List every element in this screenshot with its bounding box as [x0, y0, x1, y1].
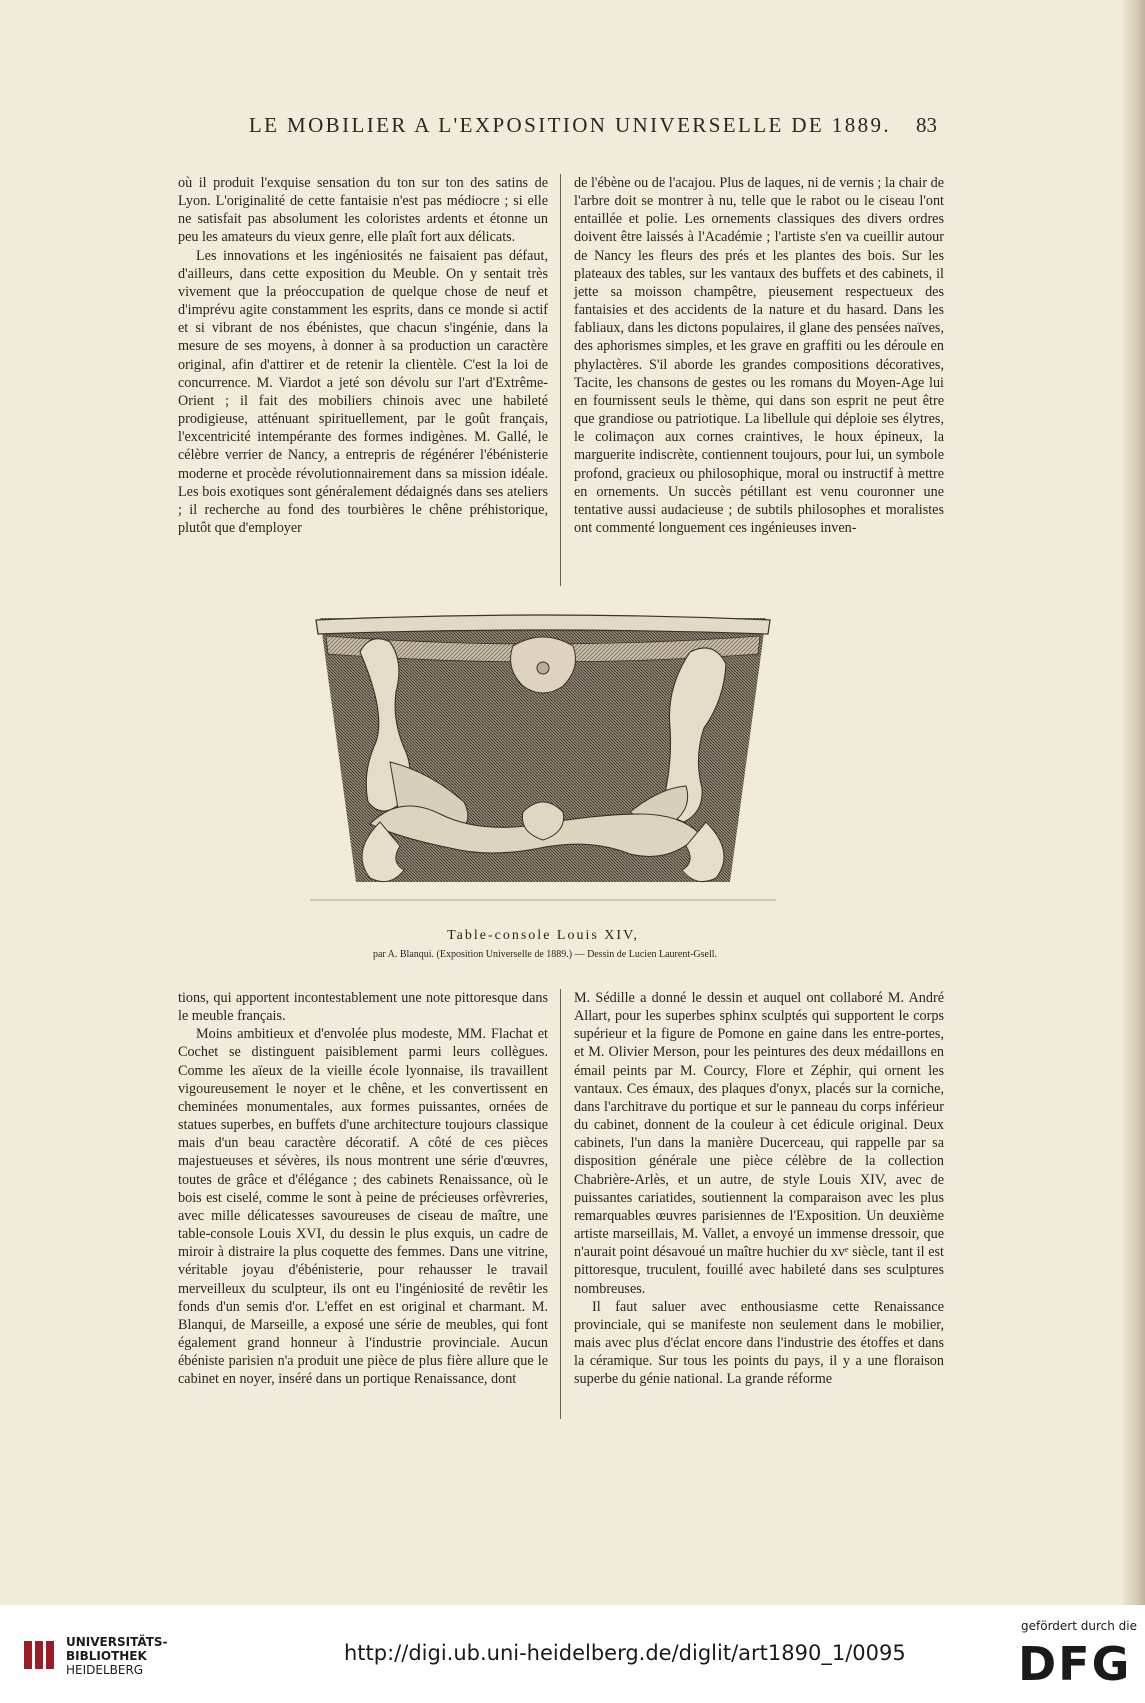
paragraph: M. Sédille a donné le dessin et auquel ont collaboré M. André Allart, pour les superbes sphinx sculptés qui supportent le corps supérieur et la figure de Pomone en gaine dans les entre-portes, et M. Olivier Merson, pour les peintures des deux médaillons en émail peints par M. Courcy, Flore et Zéphir, qui ornent les vantaux. Ces émaux, des plaques d'onyx, placés sur la corniche, dans l'architrave du portique et sur le panneau du corps inférieur du cabinet, donnent de la couleur à cet édicule original. Deux cabinets, l'un dans la manière Ducerceau, qui rappelle par sa disposition générale une pièce célèbre de la collection Chabrière-Arlès, et un autre, de style Louis XIV, avec de puissantes cariatides, soutiennent la comparaison avec les plus remarquables œuvres parisiennes de l'Exposition. Un deuxième artiste marseillais, M. Vallet, a envoyé un immense dressoir, que n'aurait point désavoué un maître huchier du xvᵉ siècle, tant il est pittoresque, truculent, fouillé avec habileté dans ses sculptures nombreuses. — [574, 990, 944, 1297]
viewer-footer — [0, 1605, 1145, 1703]
column-rule — [560, 989, 561, 1419]
library-name: UNIVERSITÄTS- BIBLIOTHEK HEIDELBERG — [66, 1635, 168, 1677]
paragraph: où il produit l'exquise sensation du ton sur ton des satins de Lyon. L'originalité de cette fantaisie n'est pas médiocre ; si elle ne satisfait pas absolument les coloristes ardents et étonne un peu les amateurs du vieux genre, elle plaît fort aux délicats. — [178, 175, 548, 246]
paragraph: de l'ébène ou de l'acajou. Plus de laques, ni de vernis ; la chair de l'arbre doit se montrer à nu, telle que le rabot ou le ciseau l'ont entaillée et polie. Les ornements classiques des divers ordres doivent être laissés à l'Académie ; l'artiste s'en va cueillir autour de Nancy les fleurs des prés et les plantes des bois. Sur les plateaux des tables, sur les vantaux des buffets et des cabinets, il jette sa moisson champêtre, pieusement respectueux des fantaisies et des accidents de la nature et du hasard. Dans les fabliaux, dans les dictons populaires, il glane des pensées naïves, des aphorismes simples, et les grave en graffiti ou les déroule en phylactères. S'il aborde les grandes compositions décoratives, Tacite, les chansons de gestes ou les romans du Moyen-Age lui en fournissent seuls le thème, qui dans son esprit ne peut être que grandiose ou patriotique. La libellule qui déploie ses élytres, le colimaçon aux cornes craintives, le houx épineux, la marguerite indiscrète, contiennent toujours, pour lui, un symbole profond, gracieux ou philosophique, moral ou instructif à mettre en ornements. Un succès pétillant est venu couronner une tentative aussi audacieuse ; de subtils philosophes et moralistes ont commenté longuement ces ingénieuses inven- — [574, 175, 944, 536]
running-title: LE MOBILIER A L'EXPOSITION UNIVERSELLE DE 1889. — [248, 113, 892, 137]
column-rule — [560, 174, 561, 586]
paragraph: Moins ambitieux et d'envolée plus modeste, MM. Flachat et Cochet se distinguent paisiblement parmi leurs collègues. Comme les aïeux de la vieille école lyonnaise, ils travaillent vigoureusement le noyer et le chêne, et les convertissent en cheminées monumentales, aux formes puissantes, ornées de statues superbes, en buffets d'une architecture toujours classique mais d'un beau caractère décoratif. A côté de ces pièces majestueuses et sévères, ils nous montrent une série d'œuvres, toutes de grâce et d'élégance ; des cabinets Renaissance, où le bois est ciselé, comme le sont à peine de précieuses orfèvreries, avec mille délicatesses savoureuses de ciseau de maître, une table-console Louis XVI, du dessin le plus exquis, un cadre de miroir à distraire la plus coquette des femmes. Dans une vitrine, véritable joyau d'ébénisterie, pour rehausser le travail merveilleux du sculpteur, ils ont eu l'ingéniosité de revêtir les fonds d'un semis d'or. L'effet en est original et charmant. M. Blanqui, de Marseille, a exposé une série de meubles, qui font également grand honneur à l'industrie provinciale. Aucun ébéniste parisien n'a produit une pièce de plus fière allure que le cabinet en noyer, inséré dans un portique Renaissance, dont — [178, 1026, 548, 1388]
figure-caption-title: Table-console Louis XIV, — [447, 928, 639, 943]
figure-caption-credit: par A. Blanqui. (Exposition Universelle de 1889.) — Dessin de Lucien Laurent-Gsell. — [372, 949, 718, 960]
permalink-url[interactable]: http://digi.ub.uni-heidelberg.de/diglit/art1890_1/0095 — [344, 1641, 906, 1665]
column-bottom-right — [574, 989, 944, 1388]
paragraph: Il faut saluer avec enthousiasme cette Renaissance provinciale, qui se manifeste non seulement dans le mobilier, mais avec plus d'éclat encore dans l'industrie des étoffes et dans la céramique. Sur tous les points du pays, il y a une floraison superbe du génie national. La grande réforme — [574, 1298, 944, 1388]
table-console-engraving — [310, 612, 776, 914]
university-library-logo-icon — [22, 1637, 58, 1673]
column-bottom-left — [178, 989, 548, 1388]
funder-label: gefördert durch die — [1021, 1619, 1137, 1633]
page-number: 83 — [916, 113, 937, 137]
column-top-left — [178, 174, 548, 537]
column-top-right — [574, 174, 944, 537]
paragraph: Les innovations et les ingéniosités ne faisaient pas défaut, d'ailleurs, dans cette exposition du Meuble. On y sentait très vivement que la préoccupation de quelque chose de neuf et d'imprévu agite constamment les esprits, dans ce monde si actif et si vibrant de nos ébénistes, que chacun s'ingénie, dans la mesure de ses moyens, à donner à sa production un caractère original, afin d'attirer et de retenir la clientèle. C'est la loi de concurrence. M. Viardot a jeté son dévolu sur l'art d'Extrême-Orient ; il fait des mobiliers chinois avec une habileté prodigieuse, atténuant spirituellement, par le goût français, l'excentricité intempérante des formes indigènes. M. Gallé, le célèbre verrier de Nancy, a entrepris de régénérer l'ébénisterie moderne et procède révolutionnairement dans sa mission idéale. Les bois exotiques sont généralement dédaignés dans ses ateliers ; il recherche au fond des tourbières le chêne préhistorique, plutôt que d'employer — [178, 247, 548, 536]
dfg-logo: DFG — [1018, 1637, 1132, 1691]
page-edge-shadow — [1123, 0, 1145, 1605]
paragraph: tions, qui apportent incontestablement une note pittoresque dans le meuble français. — [178, 990, 548, 1025]
